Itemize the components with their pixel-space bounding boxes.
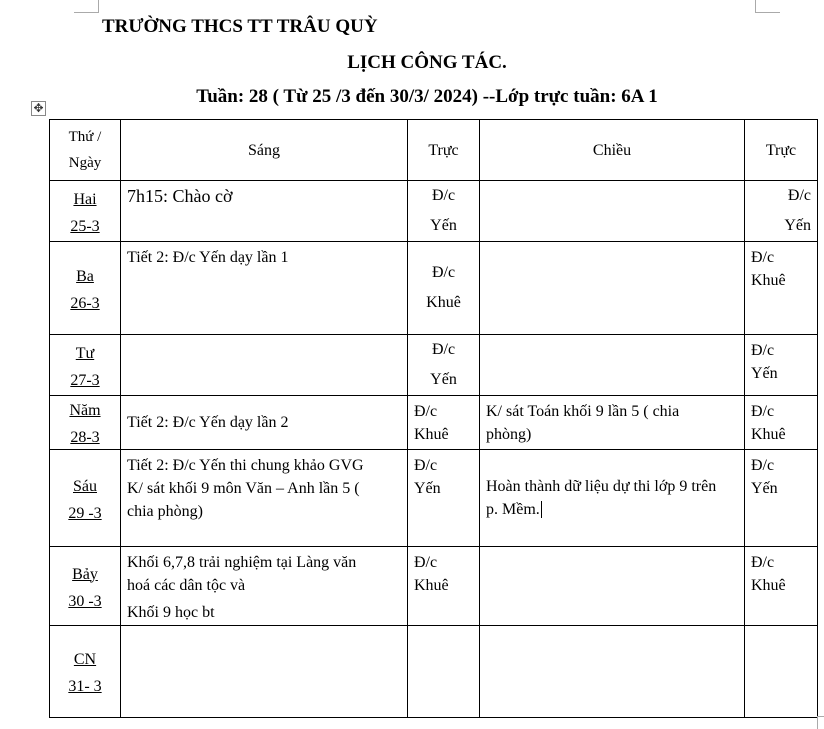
table-row [50,335,818,396]
table-row [50,242,818,335]
morning-cell[interactable] [121,547,408,626]
duty-morning-cell-line: Đ/c [431,341,456,358]
day-cell [50,626,121,718]
day-name: Sáu [73,477,97,495]
duty-morning-cell[interactable] [408,450,480,547]
morning-cell-line: hoá các dân tộc và [127,577,246,594]
header-row [50,120,818,181]
afternoon-cell-line: phòng) [486,426,532,443]
duty-afternoon-cell[interactable] [745,396,818,450]
duty-morning-cell-line: Khuê [426,294,461,311]
table-row [50,181,818,242]
header-afternoon: Chiều [480,120,745,181]
day-name: Năm [69,402,101,419]
afternoon-cell[interactable] [480,547,745,626]
morning-cell[interactable] [121,181,408,242]
day-name: Bảy [72,565,98,583]
day-name: Ba [76,267,94,285]
day-date: 30 -3 [68,592,102,610]
duty-afternoon-cell-line: Đ/c [787,187,811,204]
afternoon-cell[interactable] [480,396,745,450]
morning-cell-line: Tiết 2: Đ/c Yến dạy lần 1 [127,249,289,266]
duty-morning-cell-line: Đ/c [414,457,438,474]
afternoon-cell[interactable] [480,242,745,335]
duty-afternoon-cell[interactable] [745,335,818,396]
duty-afternoon-cell-line: Khuê [751,426,786,443]
morning-cell[interactable] [121,450,408,547]
day-name: Hai [73,190,97,208]
duty-afternoon-cell-line: Khuê [751,272,786,289]
table-move-handle-icon[interactable]: ✥ [31,101,46,116]
morning-cell[interactable] [121,242,408,335]
day-name: Tư [75,344,95,362]
duty-afternoon-cell-line: Yến [784,217,811,234]
document-title: LỊCH CÔNG TÁC. [347,52,507,73]
duty-morning-cell[interactable] [408,335,480,396]
duty-afternoon-cell-line: Đ/c [751,457,775,474]
duty-morning-cell-line: Đ/c [431,264,456,281]
day-cell [50,450,121,547]
duty-morning-cell-line: Yến [430,371,457,388]
header-duty-morning: Trực [408,120,480,181]
header-day-line2: Ngày [68,155,102,171]
duty-morning-cell-line: Yến [430,217,457,234]
duty-afternoon-cell[interactable] [745,626,818,718]
morning-cell-line: 7h15: Chào cờ [127,186,233,206]
duty-afternoon-cell[interactable] [745,547,818,626]
duty-afternoon-cell[interactable] [745,181,818,242]
text-cursor [540,501,542,518]
afternoon-cell-line: Hoàn thành dữ liệu dự thi lớp 9 trên [486,478,717,495]
schedule-table [49,119,818,718]
morning-cell-line: Tiết 2: Đ/c Yến dạy lần 2 [127,414,289,431]
morning-cell-line: K/ sát khối 9 môn Văn – Anh lần 5 ( [127,480,360,497]
morning-cell-line: chia phòng) [127,503,203,520]
table-row [50,450,818,547]
morning-cell-line: Khối 9 học bt [127,604,215,621]
day-date: 28-3 [70,429,100,446]
day-date: 29 -3 [68,504,102,522]
duty-morning-cell[interactable] [408,626,480,718]
duty-morning-cell-line: Khuê [414,426,449,443]
morning-cell[interactable] [121,396,408,450]
table-row [50,626,818,718]
day-cell [50,335,121,396]
afternoon-cell-line: K/ sát Toán khối 9 lần 5 ( chia [486,403,680,420]
duty-afternoon-cell[interactable] [745,450,818,547]
duty-afternoon-cell-line: Đ/c [751,249,775,266]
duty-morning-cell-line: Đ/c [414,403,438,420]
duty-morning-cell[interactable] [408,396,480,450]
day-date: 25-3 [70,217,100,235]
duty-morning-cell-line: Khuê [414,577,449,594]
school-name: TRƯỜNG THCS TT TRÂU QUỲ [102,16,378,37]
morning-cell[interactable] [121,626,408,718]
duty-morning-cell-line: Đ/c [431,187,456,204]
afternoon-cell[interactable] [480,626,745,718]
afternoon-cell[interactable] [480,335,745,396]
duty-afternoon-cell[interactable] [745,242,818,335]
day-date: 26-3 [70,294,100,312]
day-name: CN [73,651,97,668]
day-cell [50,181,121,242]
table-row [50,396,818,450]
day-cell [50,547,121,626]
header-day-line1: Thứ / [68,129,102,145]
morning-cell-line: Tiết 2: Đ/c Yến thi chung khảo GVG [127,457,364,474]
duty-afternoon-cell-line: Yến [751,480,778,497]
duty-morning-cell[interactable] [408,242,480,335]
duty-morning-cell-line: Yến [414,480,441,497]
duty-morning-cell[interactable] [408,547,480,626]
afternoon-cell-line: p. Mềm. [486,501,540,518]
afternoon-cell[interactable] [480,181,745,242]
table-row [50,547,818,626]
day-cell [50,242,121,335]
header-duty-afternoon: Trực [745,120,818,181]
header-morning: Sáng [121,120,408,181]
duty-afternoon-cell-line: Đ/c [751,342,775,359]
morning-cell[interactable] [121,335,408,396]
page-corner-mark-right [755,0,780,13]
duty-afternoon-cell-line: Đ/c [751,554,775,571]
day-cell [50,396,121,450]
page-corner-mark-bottom [817,716,824,729]
day-date: 27-3 [70,371,100,389]
week-info: Tuần: 28 ( Từ 25 /3 đến 30/3/ 2024) --Lớp trực tuần: 6A 1 [196,86,658,107]
day-date: 31- 3 [68,678,102,695]
page-corner-mark-left [74,0,99,13]
duty-afternoon-cell-line: Khuê [751,577,786,594]
duty-afternoon-cell-line: Yến [751,365,778,382]
duty-morning-cell-line: Đ/c [414,554,438,571]
duty-morning-cell[interactable] [408,181,480,242]
duty-afternoon-cell-line: Đ/c [751,403,775,420]
header-day [50,120,121,181]
morning-cell-line: Khối 6,7,8 trải nghiệm tại Làng văn [127,554,357,571]
afternoon-cell[interactable] [480,450,745,547]
